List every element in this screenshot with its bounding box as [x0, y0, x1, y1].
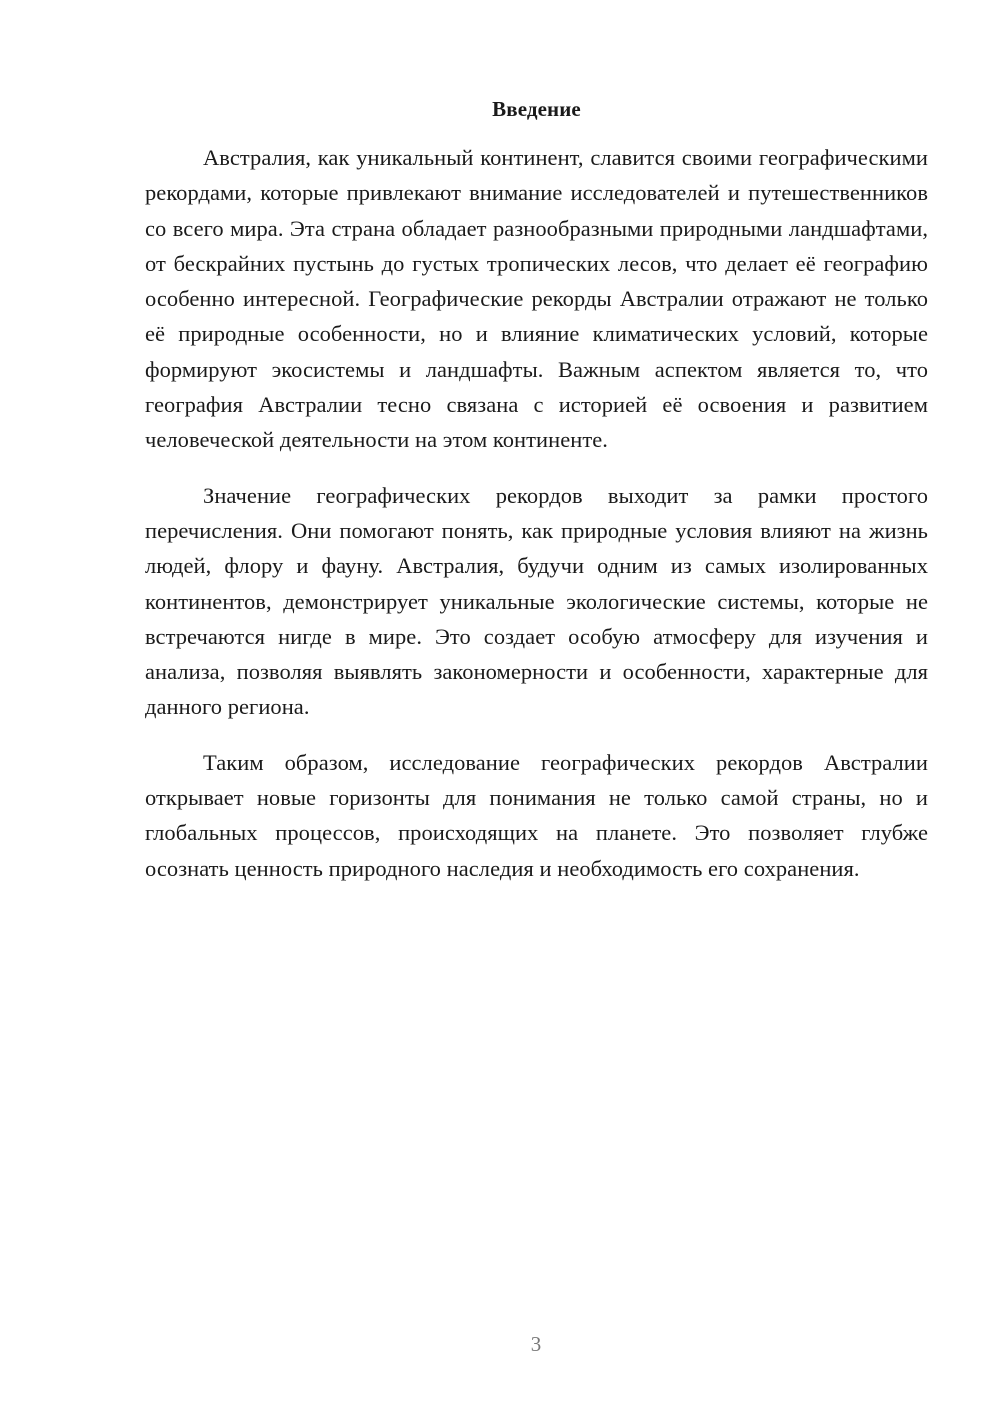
page-content [145, 92, 928, 906]
intro-paragraph-1: Австралия, как уникальный континент, славится своими географическими рекордами, которые привлекают внимание исследователей и путешественников со всего мира. Эта страна обладает разнообразными природными ландшафтами, от бескрайних пустынь до густых тропических лесов, что делает её географию особенно интересной. Географические рекорды Австралии отражают не только её природные особенности, но и влияние климатических условий, которые формируют экосистемы и ландшафты. Важным аспектом является то, что география Австралии тесно связана с историей её освоения и развитием человеческой деятельности на этом континенте. [145, 145, 928, 453]
page-number: 3 [530, 1332, 542, 1356]
intro-paragraph-3: Таким образом, исследование географических рекордов Австралии открывает новые горизонты для понимания не только самой страны, но и глобальных процессов, происходящих на планете. Это позволяет глубже осознать ценность природного наследия и необходимость его сохранения. [145, 749, 928, 881]
section-title: Введение [492, 97, 581, 121]
intro-paragraph-2: Значение географических рекордов выходит за рамки простого перечисления. Они помогают понять, как природные условия влияют на жизнь людей, флору и фауну. Австралия, будучи одним из самых изолированных континентов, демонстрирует уникальные экологические системы, которые не встречаются нигде в мире. Это создает особую атмосферу для изучения и анализа, позволяя выявлять закономерности и особенности, характерные для данного региона. [145, 482, 928, 720]
